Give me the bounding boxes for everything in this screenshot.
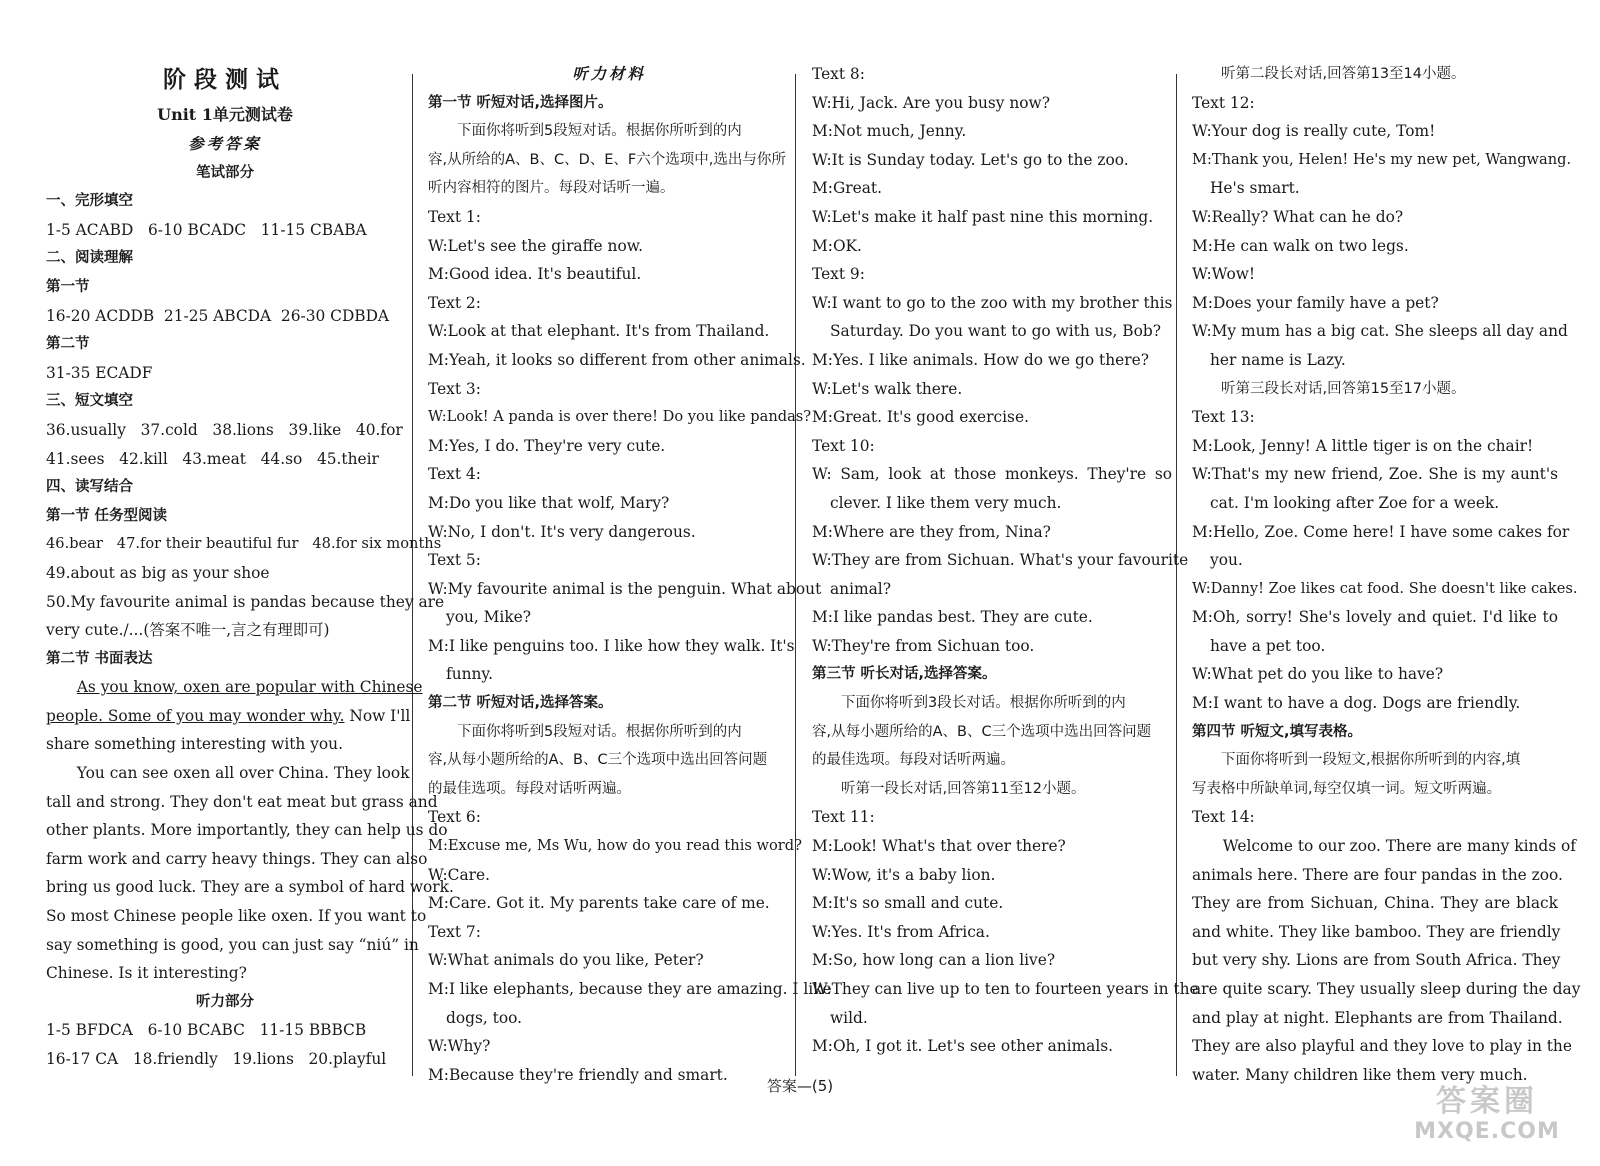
text-label: Text 3: <box>428 379 481 398</box>
instruction-line: 下面你将听到5段短对话。根据你所听到的内 <box>457 123 742 140</box>
text-label: Text 4: <box>428 465 481 484</box>
instruction-line: 下面你将听到5段短对话。根据你所听到的内 <box>457 723 742 740</box>
page-title: 阶段测试 <box>163 67 287 93</box>
dialogue-line: M:Hello, Zoe. Come here! I have some cakes for <box>1192 522 1570 541</box>
text-label: Text 12: <box>1192 93 1255 112</box>
dialogue-line: wild. <box>830 1008 868 1027</box>
dialogue-line: you. <box>1210 551 1243 570</box>
answer-line: 31-35 ECADF <box>46 363 153 382</box>
section-heading: 四、读写结合 <box>46 479 133 496</box>
text-label: Text 10: <box>812 436 875 455</box>
watermark-logo <box>1398 1084 1576 1152</box>
written-part-heading: 笔试部分 <box>196 164 254 181</box>
dialogue-line: M:Good idea. It's beautiful. <box>428 265 642 284</box>
essay-line: bring us good luck. They are a symbol of hard work. <box>46 878 454 897</box>
dialogue-line: M:Yeah, it looks so different from other animals. <box>428 350 806 369</box>
text-label: Text 7: <box>428 922 481 941</box>
essay-line: share something interesting with you. <box>46 735 343 754</box>
dialogue-line: M:Excuse me, Ms Wu, how do you read this word? <box>428 837 802 855</box>
dialogue-line: M:He can walk on two legs. <box>1192 236 1409 255</box>
instruction-line: 的最佳选项。每段对话听两遍。 <box>812 752 1015 769</box>
subsection-heading: 第二节 书面表达 <box>46 650 153 667</box>
dialogue-line: M:Because they're friendly and smart. <box>428 1065 728 1084</box>
instruction-line: 听第三段长对话,回答第15至17小题。 <box>1221 380 1466 397</box>
dialogue-line: W:Look! A panda is over there! Do you like pandas? <box>428 408 812 426</box>
dialogue-line: W:Yes. It's from Africa. <box>812 922 990 941</box>
dialogue-line: animal? <box>830 579 891 598</box>
dialogue-line: funny. <box>446 665 493 684</box>
column-divider <box>795 74 796 1076</box>
dialogue-line: M:Yes, I do. They're very cute. <box>428 436 666 455</box>
dialogue-line: M:I like pandas best. They are cute. <box>812 608 1093 627</box>
dialogue-line: W:Danny! Zoe likes cat food. She doesn't like cakes. <box>1192 579 1578 597</box>
instruction-line: 写表格中所缺单词,每空仅填一词。短文听两遍。 <box>1192 780 1502 797</box>
column-divider <box>1176 74 1177 1076</box>
page-number: 答案—(5) <box>766 1077 834 1095</box>
answer-key-column <box>46 60 454 1074</box>
column-divider <box>412 74 413 1076</box>
dialogue-line: W:My favourite animal is the penguin. What about <box>428 579 822 598</box>
dialogue-line: W:Why? <box>428 1037 491 1056</box>
essay-line: say something is good, you can just say “niú” in <box>46 935 419 954</box>
dialogue-line: cat. I'm looking after Zoe for a week. <box>1210 493 1500 512</box>
watermark-bottom: MXQE.COM <box>1414 1119 1560 1144</box>
watermark-top: 答案圈 <box>1436 1084 1538 1119</box>
instruction-line: 听第一段长对话,回答第11至12小题。 <box>841 780 1086 797</box>
dialogue-line: M:Oh, I got it. Let's see other animals. <box>812 1037 1114 1056</box>
dialogue-line: W:It is Sunday today. Let's go to the zoo. <box>812 150 1129 169</box>
passage-line: are quite scary. They usually sleep during the day <box>1192 980 1581 998</box>
dialogue-line: M:Great. It's good exercise. <box>812 408 1029 427</box>
listening-script-column-2 <box>812 60 1199 1061</box>
text-label: Text 5: <box>428 551 481 570</box>
dialogue-line: M:I like penguins too. I like how they walk. It's <box>428 636 795 655</box>
answer-line: 50.My favourite animal is pandas because they are <box>46 592 445 611</box>
dialogue-line: W:Care. <box>428 865 490 884</box>
text-label: Text 1: <box>428 207 481 226</box>
dialogue-line: dogs, too. <box>446 1008 522 1027</box>
section-heading: 第二节 听短对话,选择答案。 <box>428 695 613 712</box>
passage-line: and play at night. Elephants are from Thailand. <box>1192 1008 1563 1027</box>
answer-line: 46.bear 47.for their beautiful fur 48.for six months <box>46 535 442 553</box>
listening-script-column-3 <box>1192 60 1581 1089</box>
subsection-heading: 第二节 <box>46 336 90 353</box>
text-label: Text 6: <box>428 808 481 827</box>
dialogue-line: W:Your dog is really cute, Tom! <box>1192 122 1436 141</box>
section-heading: 第三节 听长对话,选择答案。 <box>812 666 997 683</box>
dialogue-line: M:OK. <box>812 236 862 255</box>
unit-subtitle: Unit 1单元测试卷 <box>157 105 293 124</box>
essay-line <box>46 673 423 702</box>
answer-line: 36.usually 37.cold 38.lions 39.like 40.for <box>46 420 403 439</box>
instruction-line: 下面你将听到一段短文,根据你所听到的内容,填 <box>1221 752 1521 769</box>
dialogue-line: W:Let's make it half past nine this morning. <box>812 207 1154 226</box>
essay-line: So most Chinese people like oxen. If you want to <box>46 907 427 926</box>
section-heading: 三、短文填空 <box>46 393 133 410</box>
dialogue-line: you, Mike? <box>446 608 532 627</box>
answer-label: 参考答案 <box>188 135 262 153</box>
dialogue-line: W:Hi, Jack. Are you busy now? <box>812 93 1050 112</box>
text-label: Text 8: <box>812 65 865 83</box>
dialogue-line: M:So, how long can a lion live? <box>812 951 1056 970</box>
subsection-heading: 第一节 任务型阅读 <box>46 507 168 524</box>
answer-line: very cute./...(答案不唯一,言之有理即可) <box>46 621 330 640</box>
passage-line: water. Many children like them very much. <box>1192 1065 1528 1084</box>
dialogue-line: W:Wow, it's a baby lion. <box>812 865 996 884</box>
instruction-line: 容,从所给的A、B、C、D、E、F六个选项中,选出与你所 <box>428 151 786 168</box>
passage-line: and white. They like bamboo. They are friendly <box>1192 922 1561 941</box>
dialogue-line: W:They can live up to ten to fourteen years in the <box>812 980 1199 998</box>
dialogue-line: W:My mum has a big cat. She sleeps all day and <box>1192 322 1568 341</box>
dialogue-line: M:Look, Jenny! A little tiger is on the chair! <box>1192 436 1534 455</box>
essay-text: Now I'll <box>344 706 411 725</box>
passage-line: but very shy. Lions are from South Africa. They <box>1192 951 1561 970</box>
dialogue-line: M:Oh, sorry! She's lovely and quiet. I'd like to <box>1192 608 1558 627</box>
listening-part-heading: 听力部分 <box>196 993 254 1010</box>
answer-line: 1-5 ACABD 6-10 BCADC 11-15 CBABA <box>46 220 367 239</box>
text-label: Text 2: <box>428 293 481 312</box>
essay-underlined-text: people. Some of you may wonder why. <box>46 706 345 725</box>
section-heading: 第四节 听短文,填写表格。 <box>1192 723 1363 740</box>
dialogue-line: M:Not much, Jenny. <box>812 122 967 141</box>
dialogue-line: W:Wow! <box>1192 265 1256 284</box>
dialogue-line: M:Care. Got it. My parents take care of me. <box>428 894 770 913</box>
dialogue-line: her name is Lazy. <box>1210 350 1346 369</box>
instruction-line: 听内容相符的图片。每段对话听一遍。 <box>428 180 675 197</box>
passage-line: animals here. There are four pandas in the zoo. <box>1192 865 1563 884</box>
instruction-line: 容,从每小题所给的A、B、C三个选项中选出回答问题 <box>812 723 1152 740</box>
dialogue-line: W:Let's see the giraffe now. <box>428 236 643 255</box>
passage-line: They are also playful and they love to play in the <box>1192 1037 1572 1056</box>
answer-line: 49.about as big as your shoe <box>46 563 270 582</box>
section-heading: 第一节 听短对话,选择图片。 <box>428 94 613 111</box>
answer-line: 16-17 CA 18.friendly 19.lions 20.playful <box>46 1050 387 1068</box>
dialogue-line: have a pet too. <box>1210 636 1326 655</box>
passage-line: Welcome to our zoo. There are many kinds of <box>1222 837 1577 856</box>
text-label: Text 11: <box>812 808 875 827</box>
dialogue-line: M:Look! What's that over there? <box>812 837 1066 856</box>
dialogue-line: W:Look at that elephant. It's from Thailand. <box>428 322 770 341</box>
dialogue-line: W:They're from Sichuan too. <box>812 636 1035 655</box>
dialogue-line: M:Thank you, Helen! He's my new pet, Wangwang. <box>1192 150 1572 168</box>
passage-line: They are from Sichuan, China. They are black <box>1192 894 1558 913</box>
essay-line: tall and strong. They don't eat meat but grass and <box>46 792 438 811</box>
essay-line: farm work and carry heavy things. They can also <box>46 849 428 868</box>
dialogue-line: Saturday. Do you want to go with us, Bob? <box>830 322 1161 341</box>
answer-line: 1-5 BFDCA 6-10 BCABC 11-15 BBBCB <box>46 1021 367 1040</box>
essay-line: You can see oxen all over China. They look <box>76 764 410 783</box>
dialogue-line: M:Where are they from, Nina? <box>812 522 1051 541</box>
essay-underlined-text: As you know, oxen are popular with Chinese <box>76 678 423 697</box>
instruction-line: 下面你将听到3段长对话。根据你所听到的内 <box>841 695 1126 712</box>
dialogue-line: W:They are from Sichuan. What's your favourite <box>812 551 1189 570</box>
dialogue-line: W:What animals do you like, Peter? <box>428 951 704 970</box>
answer-line: 16-20 ACDDB 21-25 ABCDA 26-30 CDBDA <box>46 306 390 325</box>
dialogue-line: W:Really? What can he do? <box>1192 207 1404 226</box>
dialogue-line: M:I want to have a dog. Dogs are friendly. <box>1192 694 1521 713</box>
subsection-heading: 第一节 <box>46 278 90 295</box>
dialogue-line: M:Yes. I like animals. How do we go there? <box>812 350 1149 369</box>
dialogue-line: M:It's so small and cute. <box>812 894 1004 913</box>
essay-line: Chinese. Is it interesting? <box>46 964 247 983</box>
instruction-line: 容,从每小题所给的A、B、C三个选项中选出回答问题 <box>428 752 768 769</box>
dialogue-line: W:Let's walk there. <box>812 379 963 398</box>
section-heading: 一、完形填空 <box>46 193 133 210</box>
dialogue-line: He's smart. <box>1210 179 1300 198</box>
dialogue-line: W:What pet do you like to have? <box>1192 665 1444 684</box>
dialogue-line: clever. I like them very much. <box>830 493 1062 512</box>
answer-line: 41.sees 42.kill 43.meat 44.so 45.their <box>46 449 379 468</box>
dialogue-line: M:I like elephants, because they are amazing. I like <box>428 980 832 998</box>
instruction-line: 听第二段长对话,回答第13至14小题。 <box>1221 66 1466 82</box>
dialogue-line: W:No, I don't. It's very dangerous. <box>428 522 696 541</box>
section-heading: 二、阅读理解 <box>46 250 133 267</box>
listening-material-heading: 听力材料 <box>572 65 646 83</box>
dialogue-line: W: Sam, look at those monkeys. They're so <box>812 465 1172 484</box>
instruction-line: 的最佳选项。每段对话听两遍。 <box>428 780 631 797</box>
essay-line <box>46 702 411 731</box>
dialogue-line: M:Does your family have a pet? <box>1192 293 1439 312</box>
dialogue-line: M:Do you like that wolf, Mary? <box>428 493 670 512</box>
text-label: Text 14: <box>1192 808 1255 827</box>
essay-line: other plants. More importantly, they can help us do <box>46 821 448 840</box>
text-label: Text 13: <box>1192 408 1255 427</box>
dialogue-line: M:Great. <box>812 179 882 198</box>
dialogue-line: W:I want to go to the zoo with my brother this <box>812 293 1173 312</box>
dialogue-line: W:That's my new friend, Zoe. She is my aunt's <box>1192 465 1558 484</box>
text-label: Text 9: <box>812 265 865 284</box>
